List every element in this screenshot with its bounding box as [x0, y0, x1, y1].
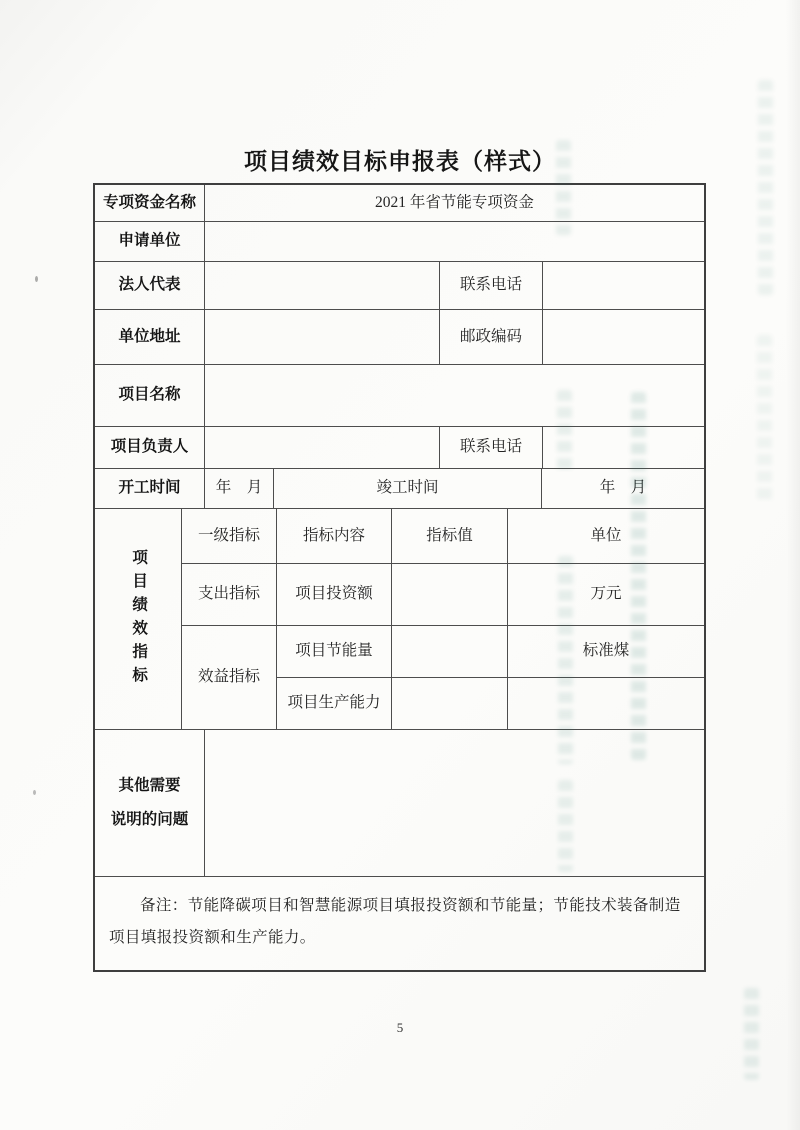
header-value: 指标值: [392, 509, 508, 563]
other-notes-label-line2: 说明的问题: [110, 811, 189, 828]
bleedthrough-smudge: [631, 392, 646, 760]
scan-speck: [35, 276, 38, 282]
expense-indicator-row: [182, 564, 704, 626]
legal-rep-label: 法人代表: [95, 262, 205, 309]
project-manager-label: 项目负责人: [95, 427, 205, 468]
row-remark: [95, 877, 704, 970]
project-manager-value: [205, 427, 440, 468]
special-fund-label: 专项资金名称: [95, 185, 205, 221]
benefit-level1: 效益指标: [182, 626, 277, 729]
bleedthrough-smudge: [557, 390, 572, 472]
expense-unit: 万元: [590, 585, 622, 603]
bleedthrough-smudge: [758, 80, 773, 295]
indicators-section-label-cell: [95, 509, 182, 729]
remark-text: 备注：节能降碳项目和智慧能源项目填报投资额和节能量；节能技术装备制造项目填报投资额和生产能力。: [109, 897, 681, 946]
indicators-section-label: 项目绩效指标: [130, 548, 148, 690]
page-title: 项目绩效目标申报表（样式）: [244, 148, 556, 174]
row-applicant: [95, 222, 704, 262]
address-value: [205, 310, 440, 364]
expense-level1: 支出指标: [182, 564, 277, 625]
energy-saving-content: 项目节能量: [277, 626, 392, 677]
header-level1: 一级指标: [182, 509, 277, 563]
energy-saving-unit: 标准煤: [582, 642, 630, 660]
expense-content: 项目投资额: [277, 564, 392, 625]
expense-value: [392, 564, 508, 625]
benefit-indicator-rows: [182, 626, 704, 729]
bleedthrough-smudge: [744, 988, 759, 1080]
application-form-table: [93, 183, 706, 972]
address-label: 单位地址: [95, 310, 205, 364]
bleedthrough-smudge: [556, 140, 571, 235]
project-name-value: [205, 365, 704, 426]
start-time-value: 年 月: [205, 469, 274, 508]
end-time-label: 竣工时间: [274, 469, 542, 508]
capacity-content: 项目生产能力: [277, 678, 392, 729]
row-other-notes: [95, 730, 704, 877]
other-notes-label: [95, 730, 205, 876]
other-notes-label-line1: 其他需要: [118, 776, 181, 794]
row-schedule: [95, 469, 704, 509]
row-address: [95, 310, 704, 365]
energy-saving-value: [392, 626, 508, 677]
section-performance-indicators: [95, 509, 704, 730]
project-manager-phone-label: 联系电话: [440, 427, 543, 468]
other-notes-value: [205, 730, 704, 876]
capacity-value: [392, 678, 508, 729]
end-time-value: 年 月: [599, 479, 647, 497]
postcode-label: 邮政编码: [440, 310, 543, 364]
legal-rep-phone-value: [543, 262, 704, 309]
applicant-value: [205, 222, 704, 261]
header-unit: 单位: [590, 526, 622, 544]
header-content: 指标内容: [277, 509, 392, 563]
legal-rep-phone-label: 联系电话: [440, 262, 543, 309]
bleedthrough-smudge: [757, 335, 772, 505]
postcode-value: [543, 310, 704, 364]
special-fund-value: 2021 年省节能专项资金: [375, 193, 534, 211]
scan-speck: [33, 790, 36, 795]
indicators-grid: [182, 509, 704, 729]
row-project-name: [95, 365, 704, 427]
start-time-label: 开工时间: [95, 469, 205, 508]
bleedthrough-smudge: [558, 556, 573, 764]
applicant-label: 申请单位: [95, 222, 205, 261]
row-legal-rep: [95, 262, 704, 310]
scan-edge-shadow: [786, 0, 800, 1130]
indicators-header-row: [182, 509, 704, 564]
row-special-fund: [95, 185, 704, 222]
legal-rep-value: [205, 262, 440, 309]
remark-cell: [95, 877, 704, 970]
bleedthrough-smudge: [558, 780, 573, 872]
page-number: 5: [396, 1020, 404, 1035]
capacity-unit: [508, 678, 704, 729]
project-name-label: 项目名称: [95, 365, 205, 426]
row-project-manager: [95, 427, 704, 469]
